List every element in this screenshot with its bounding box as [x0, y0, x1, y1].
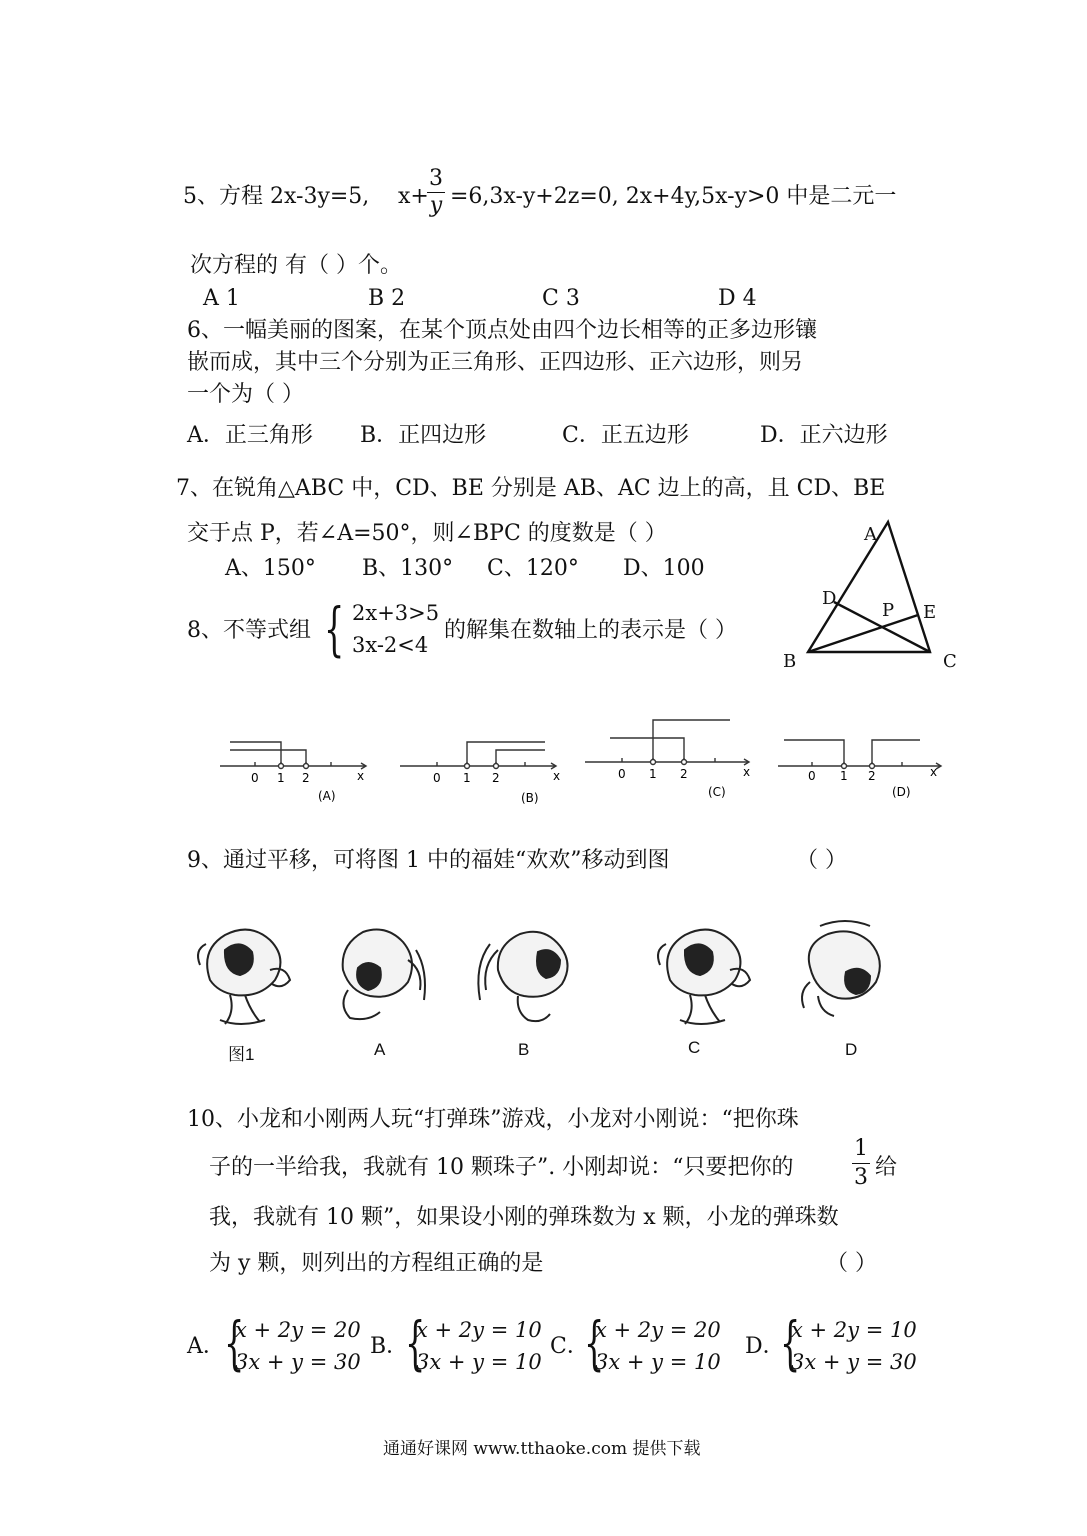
- q6-line1: 6、一幅美丽的图案，在某个顶点处由四个边长相等的正多边形镶: [187, 318, 817, 343]
- number-line-a[interactable]: [215, 732, 395, 802]
- nl-b-tick-1: 1: [463, 771, 471, 785]
- q10-option-d-eq2: 3x + y = 30: [791, 1350, 917, 1374]
- number-line-b[interactable]: [397, 732, 577, 805]
- number-line-d[interactable]: [774, 732, 954, 807]
- q10-line1: 10、小龙和小刚两人玩“打弹珠”游戏，小龙对小刚说：“把你珠: [187, 1107, 799, 1132]
- fuwa-option-c[interactable]: [650, 920, 760, 1030]
- fig-label-b: B: [518, 1040, 530, 1059]
- q7-line2: 交于点 P，若∠A=50°，则∠BPC 的度数是（ ）: [187, 521, 667, 546]
- q10-option-c-brace: {: [584, 1309, 605, 1377]
- q5-option-c[interactable]: C 3: [542, 286, 580, 311]
- nl-a-label: (A): [318, 789, 336, 803]
- nl-a-tick-2: 2: [302, 771, 310, 785]
- fig-label-c: C: [688, 1038, 701, 1057]
- nl-b-label: (B): [521, 791, 539, 805]
- q5-prefix: 5、方程 2x-3y=5,: [183, 184, 370, 209]
- nl-a-tick-0: 0: [251, 771, 259, 785]
- tri-label-d: D: [822, 588, 837, 609]
- q10-line4: 为 y 颗，则列出的方程组正确的是: [209, 1251, 544, 1276]
- q10-fraction: [852, 1137, 870, 1190]
- q10-option-a-system[interactable]: [235, 1314, 361, 1378]
- q8-ineq2: 3x-2<4: [352, 633, 429, 657]
- tri-label-a: A: [864, 524, 877, 545]
- q5-option-d[interactable]: D 4: [718, 286, 757, 311]
- nl-c-tick-2: 2: [680, 767, 688, 781]
- tri-label-c: C: [943, 651, 957, 672]
- q6-option-c[interactable]: C．正五边形: [562, 423, 689, 448]
- fuwa-option-d[interactable]: [790, 912, 900, 1032]
- q5-fraction: [427, 168, 445, 217]
- q6-option-d[interactable]: D．正六边形: [760, 423, 888, 448]
- q10-option-d-label[interactable]: D．: [745, 1334, 785, 1359]
- q5-rest: =6,3x-y+2z=0, 2x+4y,5x-y>0 中是二元一: [450, 184, 897, 209]
- number-line-c[interactable]: [580, 712, 760, 802]
- fig-label-1: 图1: [228, 1045, 255, 1064]
- nl-b-tick-2: 2: [492, 771, 500, 785]
- q5-line2: 次方程的 有（ ）个。: [190, 253, 402, 278]
- q5-option-a[interactable]: A 1: [203, 286, 240, 311]
- q7-option-c[interactable]: C、120°: [487, 556, 579, 581]
- q10-option-b-eq1: x + 2y = 10: [416, 1318, 542, 1342]
- q10-option-c-system[interactable]: [595, 1314, 721, 1378]
- nl-c-tick-1: 1: [649, 767, 657, 781]
- nl-a-axis: x: [357, 769, 365, 783]
- q10-frac-den: 3: [854, 1165, 868, 1190]
- fuwa-option-b[interactable]: [468, 920, 588, 1030]
- q6-line3: 一个为（ ）: [187, 382, 304, 407]
- tri-label-e: E: [923, 602, 937, 623]
- nl-d-tick-2: 2: [868, 769, 876, 783]
- q10-blank[interactable]: （ ）: [826, 1251, 877, 1276]
- fig-label-a: A: [374, 1040, 386, 1059]
- q5-frac-den: y: [429, 193, 443, 218]
- q8-ineq1: 2x+3>5: [352, 601, 440, 625]
- q10-option-d-brace: {: [780, 1309, 801, 1377]
- q10-line2b: 给: [875, 1155, 898, 1180]
- nl-c-label: (C): [708, 785, 726, 799]
- q8-suffix: 的解集在数轴上的表示是（ ）: [444, 618, 737, 643]
- nl-c-tick-0: 0: [618, 767, 626, 781]
- nl-d-tick-0: 0: [808, 769, 816, 783]
- page-footer: 通通好课网 www.tthaoke.com 提供下载: [383, 1439, 701, 1459]
- q10-option-c-label[interactable]: C．: [550, 1334, 589, 1359]
- q9-line1: 9、通过平移，可将图 1 中的福娃“欢欢”移动到图: [187, 848, 670, 873]
- q8-prefix: 8、不等式组: [187, 618, 311, 643]
- q5-option-b[interactable]: B 2: [368, 286, 406, 311]
- nl-b-tick-0: 0: [433, 771, 441, 785]
- nl-c-axis: x: [743, 765, 751, 779]
- q6-option-a[interactable]: A．正三角形: [187, 423, 313, 448]
- nl-d-tick-1: 1: [840, 769, 848, 783]
- tri-label-b: B: [783, 651, 797, 672]
- q10-option-c-eq2: 3x + y = 10: [595, 1350, 721, 1374]
- q10-line3: 我，我就有 10 颗”，如果设小刚的弹珠数为 x 颗，小龙的弹珠数: [209, 1205, 839, 1230]
- q7-option-a[interactable]: A、150°: [225, 556, 316, 581]
- q10-option-b-system[interactable]: [416, 1314, 542, 1378]
- tri-label-p: P: [882, 600, 895, 621]
- q10-option-b-eq2: 3x + y = 10: [416, 1350, 542, 1374]
- q6-line2: 嵌而成，其中三个分别为正三角形、正四边形、正六边形，则另: [187, 350, 804, 375]
- q10-option-b-brace: {: [405, 1309, 426, 1377]
- nl-b-axis: x: [553, 769, 561, 783]
- q10-option-d-system[interactable]: [791, 1314, 917, 1378]
- nl-d-label: (D): [892, 785, 911, 799]
- q8-system: [352, 597, 439, 661]
- q10-option-a-label[interactable]: A．: [187, 1334, 225, 1359]
- fuwa-option-a[interactable]: [328, 920, 438, 1030]
- q7-option-b[interactable]: B、130°: [362, 556, 454, 581]
- nl-a-tick-1: 1: [277, 771, 285, 785]
- q10-option-a-eq1: x + 2y = 20: [235, 1318, 361, 1342]
- nl-d-axis: x: [930, 765, 938, 779]
- q10-option-d-eq1: x + 2y = 10: [791, 1318, 917, 1342]
- fig-label-d: D: [845, 1040, 858, 1059]
- q10-option-a-brace: {: [224, 1309, 245, 1377]
- q10-line2a: 子的一半给我，我就有 10 颗珠子”. 小刚却说：“只要把你的: [209, 1155, 794, 1180]
- q9-blank[interactable]: （ ）: [796, 848, 847, 873]
- q5-xplus: x+: [398, 184, 429, 209]
- q10-option-c-eq1: x + 2y = 20: [595, 1318, 721, 1342]
- q5-frac-num: 3: [429, 166, 443, 191]
- q10-option-a-eq2: 3x + y = 30: [235, 1350, 361, 1374]
- q6-option-b[interactable]: B．正四边形: [360, 423, 487, 448]
- fuwa-figure-1: [190, 920, 300, 1030]
- q10-frac-num: 1: [854, 1136, 868, 1161]
- q8-brace: {: [324, 595, 345, 663]
- q7-line1: 7、在锐角△ABC 中，CD、BE 分别是 AB、AC 边上的高，且 CD、BE: [176, 476, 886, 501]
- q10-option-b-label[interactable]: B．: [370, 1334, 409, 1359]
- q7-option-d[interactable]: D、100: [623, 556, 705, 581]
